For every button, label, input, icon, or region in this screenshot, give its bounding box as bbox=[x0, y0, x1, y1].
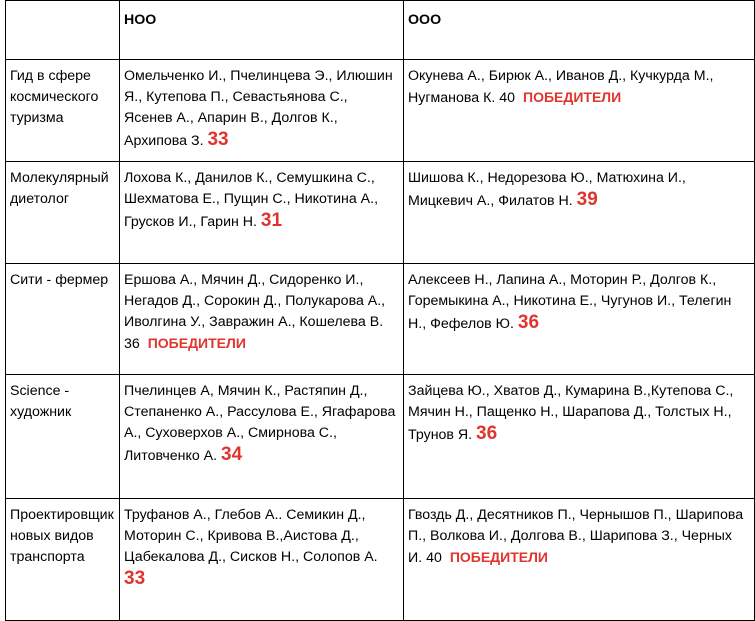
score-plain: 36 bbox=[124, 336, 140, 352]
score-plain: 40 bbox=[426, 550, 442, 566]
team-names: Труфанов А., Глебов А.. Семикин Д., Моторин С., Кривова В.,Аистова Д., Цабекалова Д., Сисков Н., Солопов А. bbox=[124, 507, 378, 565]
team-names: Окунева А., Бирюк А., Иванов Д., Кучкурда М., Нугманова К. bbox=[408, 68, 714, 106]
team-names: Лохова К., Данилов К., Семушкина С., Шехматова Е., Пущин С., Никотина А., Грусков И., Гарин Н. bbox=[124, 170, 379, 230]
table-row bbox=[6, 375, 755, 499]
score: 33 bbox=[124, 568, 146, 589]
score: 36 bbox=[476, 423, 498, 444]
team-names: Алексеев Н., Лапина А., Моторин Р., Долгов К., Горемыкина А., Никотина Е., Чугунов И., Телегин Н., Фефелов Ю. bbox=[408, 272, 732, 332]
winner-badge: ПОБЕДИТЕЛИ bbox=[523, 89, 622, 105]
noo-cell bbox=[120, 375, 404, 499]
score-plain: 40 bbox=[499, 90, 516, 106]
team-names: Гвоздь Д., Десятников П., Чернышов П., Шарипова П., Волкова И., Долгова В., Шарипова З., Черных И. bbox=[408, 507, 744, 566]
ooo-cell bbox=[404, 162, 755, 264]
noo-cell bbox=[120, 264, 404, 375]
topic-cell: Сити - фермер bbox=[6, 264, 120, 375]
table-row bbox=[6, 162, 755, 264]
ooo-cell bbox=[404, 60, 755, 162]
topic-cell: Гид в сфере космического туризма bbox=[6, 60, 120, 162]
topic-cell: Проектировщик новых видов транспорта bbox=[6, 499, 120, 621]
team-names: Шишова К., Недорезова Ю., Матюхина И., Мицкевич А., Филатов Н. bbox=[408, 170, 686, 209]
ooo-cell bbox=[404, 264, 755, 375]
results-table bbox=[5, 0, 755, 621]
table-row bbox=[6, 264, 755, 375]
score: 34 bbox=[221, 444, 243, 465]
noo-cell bbox=[120, 499, 404, 621]
noo-cell bbox=[120, 162, 404, 264]
winner-badge: ПОБЕДИТЕЛИ bbox=[147, 335, 246, 351]
table-row bbox=[6, 60, 755, 162]
team-names: Пчелинцев А, Мячин К., Растяпин Д., Степаненко А., Рассулова Е., Ягафарова А., Суховерхов А., Смирнова С., Литовченко А. bbox=[124, 383, 396, 464]
ooo-cell bbox=[404, 375, 755, 499]
team-names: Ершова А., Мячин Д., Сидоренко И., Негадов Д., Сорокин Д., Полукарова А., Иволгина У., Завражин А., Кошелева В. bbox=[124, 272, 386, 330]
score: 39 bbox=[576, 189, 598, 210]
topic-cell: Science - художник bbox=[6, 375, 120, 499]
topic-cell: Молекулярный диетолог bbox=[6, 162, 120, 264]
table-row bbox=[6, 499, 755, 621]
header-row bbox=[6, 1, 755, 60]
ooo-cell bbox=[404, 499, 755, 621]
noo-cell bbox=[120, 60, 404, 162]
header-ooo: ООО bbox=[404, 1, 755, 60]
header-noo: НОО bbox=[120, 1, 404, 60]
score: 31 bbox=[260, 210, 283, 231]
team-names: Зайцева Ю., Хватов Д., Кумарина В.,Кутепова С., Мячин Н., Пащенко Н., Шарапова Д., Толстых Н., Трунов Я. bbox=[408, 383, 734, 443]
score: 36 bbox=[517, 312, 540, 333]
winner-badge: ПОБЕДИТЕЛИ bbox=[449, 549, 548, 565]
team-names: Омельченко И., Пчелинцева Э., Илюшин Я., Кутепова П., Севастьянова С., Ясенев А., Апарин В., Долгов К., Архипова З. bbox=[124, 68, 393, 149]
score: 33 bbox=[207, 129, 229, 150]
header-topic bbox=[6, 1, 120, 60]
